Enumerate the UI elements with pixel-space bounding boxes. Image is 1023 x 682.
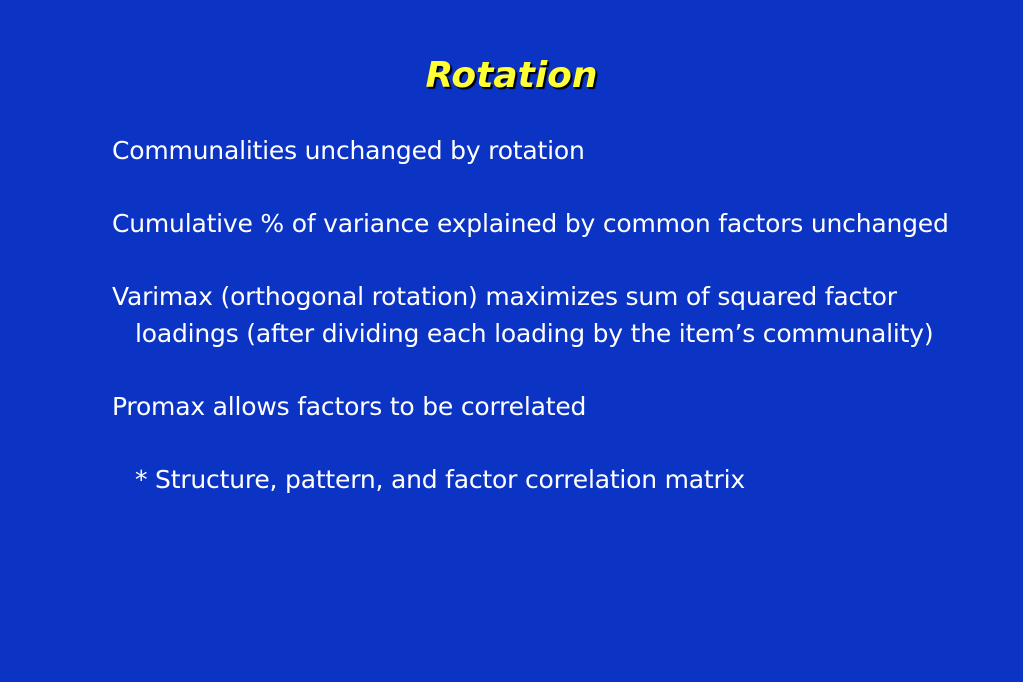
slide-body (112, 133, 992, 535)
sub-bullet-structure-pattern: * Structure, pattern, and factor correlation matrix (135, 464, 745, 494)
slide-title: Rotation (425, 55, 598, 96)
bullet-cumulative-variance: Cumulative % of variance explained by common factors unchanged (112, 209, 949, 238)
bullet-promax: Promax allows factors to be correlated (112, 391, 587, 421)
bullet-communalities: Communalities unchanged by rotation (112, 136, 585, 165)
bullet-varimax: Varimax (orthogonal rotation) maximizes sum of squared factor loadings (after dividing each loading by the item’s communality) (112, 282, 934, 348)
